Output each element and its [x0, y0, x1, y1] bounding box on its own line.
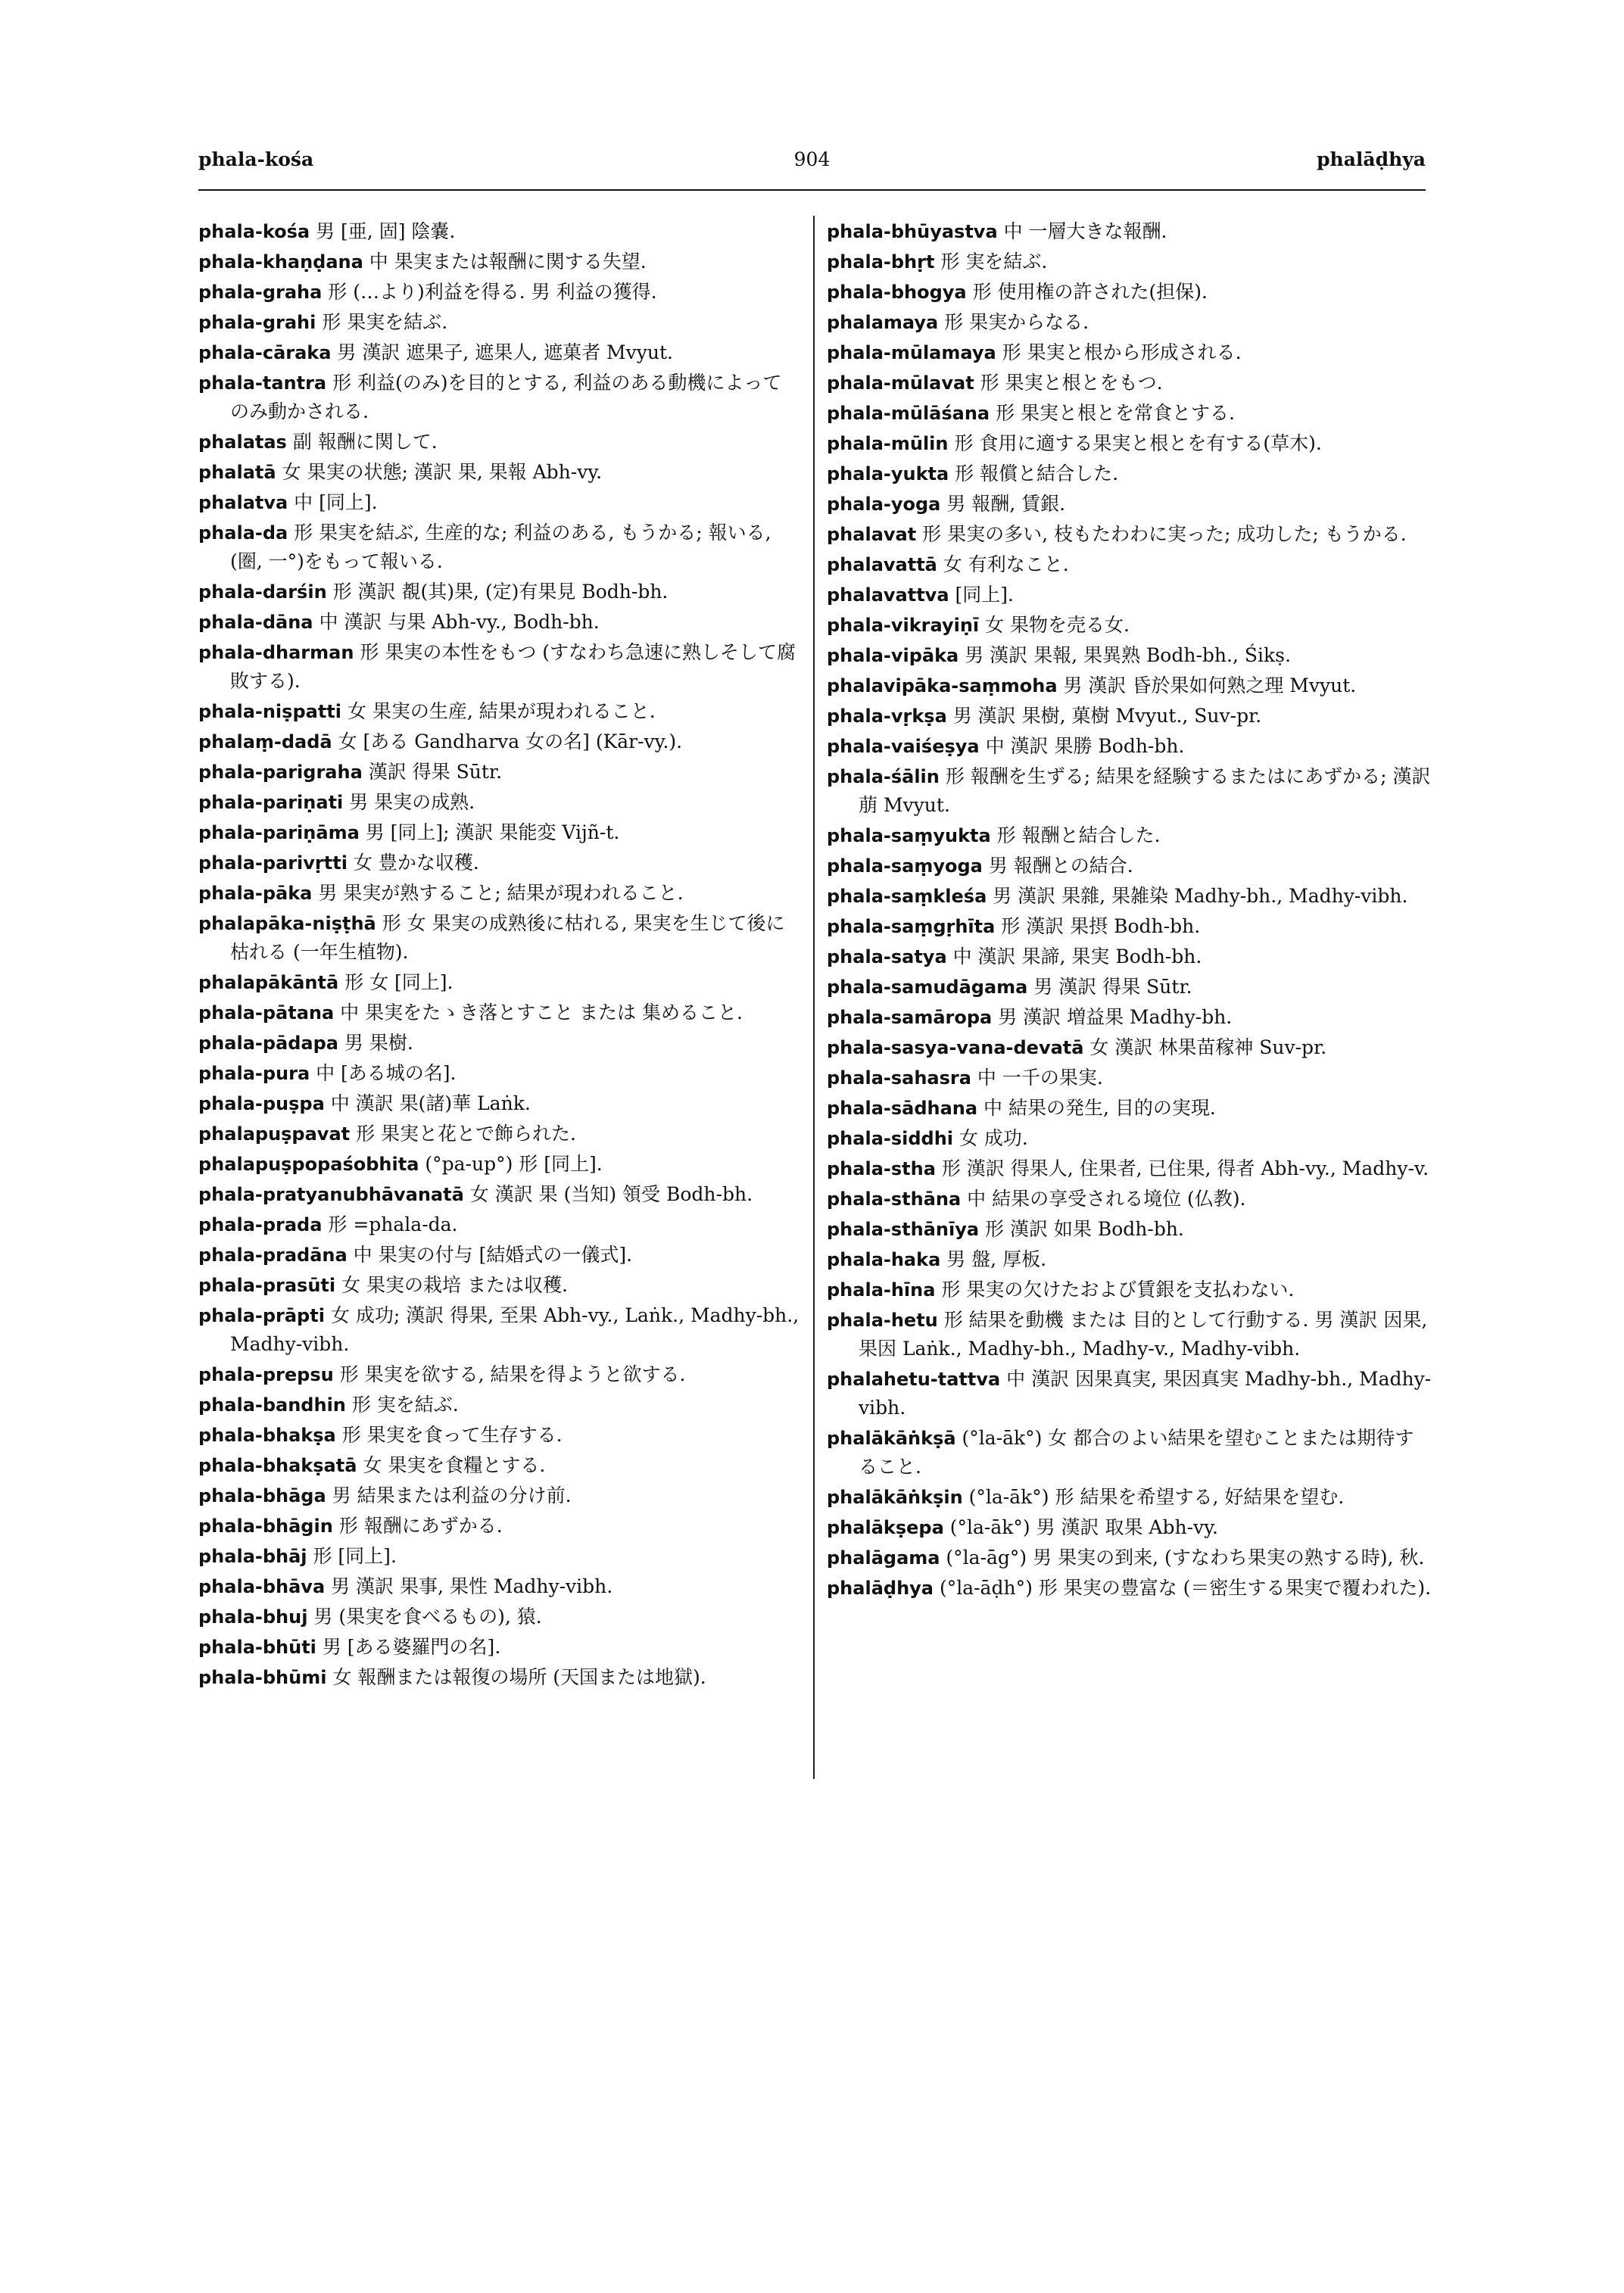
entry-definition: 女 有利なこと. [943, 553, 1069, 575]
entry-headword: phala-pāka [198, 883, 313, 904]
entry-headword: phala-satya [827, 946, 947, 967]
entry-headword: phala-bhuj [198, 1606, 308, 1628]
dictionary-entry [198, 578, 800, 606]
entry-definition: 中 漢訳 果勝 Bodh-bh. [985, 735, 1185, 757]
entry-headword: phala-pradāna [198, 1245, 348, 1266]
entry-headword: phala-kośa [198, 221, 310, 242]
dictionary-entry [827, 1276, 1432, 1304]
dictionary-entry [827, 1124, 1432, 1153]
dictionary-entry [827, 852, 1432, 880]
entry-headword: phala-sasya-vana-devatā [827, 1037, 1084, 1058]
dictionary-entry [827, 1003, 1432, 1032]
entry-definition: 男 (果実を食べるもの), 猿. [313, 1606, 542, 1628]
entry-headword: phala-pādapa [198, 1033, 338, 1054]
entry-definition: 女 [ある Gandharva 女の名] (Kār-vy.). [338, 731, 683, 752]
entry-headword: phala-bhūyastva [827, 221, 998, 242]
entry-definition: 中 漢訳 果諦, 果実 Bodh-bh. [952, 946, 1202, 967]
dictionary-entry [198, 428, 800, 456]
entry-headword: phalahetu-tattva [827, 1369, 1001, 1390]
dictionary-entry [827, 671, 1432, 700]
entry-definition: 形 果実と根から形成される. [1002, 341, 1242, 363]
dictionary-entry [827, 1574, 1432, 1603]
entry-definition: 形 漢訳 覩(其)果, (定)有果見 Bodh-bh. [332, 581, 669, 603]
entry-headword: phala-vṛkṣa [827, 706, 947, 727]
entry-definition: 男 果実の成熟. [349, 791, 475, 813]
entry-headword: phala-saṃgṛhīta [827, 916, 996, 937]
dictionary-entry [827, 732, 1432, 761]
entry-headword: phala-pariṇati [198, 792, 344, 813]
entry-headword: phala-sahasra [827, 1067, 971, 1089]
entry-definition: 形 報酬にあずかる. [338, 1515, 503, 1537]
right-column [827, 217, 1432, 1604]
entry-headword: phala-śālin [827, 766, 940, 787]
entry-definition: 形 (…より)利益を得る. 男 利益の獲得. [328, 281, 657, 303]
dictionary-entry [198, 818, 800, 847]
entry-headword: phala-parigraha [198, 762, 363, 783]
dictionary-entry [827, 460, 1432, 488]
page-number: 904 [793, 148, 831, 170]
header-rule [198, 189, 1426, 191]
dictionary-entry [198, 1451, 800, 1480]
entry-definition: 形 果実と根とを常食とする. [996, 402, 1235, 424]
entry-definition: 形 使用権の許された(担保). [972, 281, 1208, 303]
entry-headword: phala-bhakṣa [198, 1425, 336, 1446]
entry-definition: 男 結果または利益の分け前. [332, 1485, 572, 1506]
entry-headword: phala-pātana [198, 1002, 335, 1023]
dictionary-entry [827, 429, 1432, 458]
dictionary-entry [198, 1391, 800, 1419]
entry-definition: 形 漢訳 如果 Bodh-bh. [985, 1218, 1184, 1240]
dictionary-entry [198, 697, 800, 726]
entry-definition: 中 果実の付与 [結婚式の一儀式]. [353, 1244, 633, 1266]
dictionary-entry [827, 278, 1432, 307]
entry-headword: phala-prasūti [198, 1275, 336, 1296]
entry-headword: phala-darśin [198, 581, 327, 603]
dictionary-entry [198, 727, 800, 756]
entry-headword: phalavattva [827, 584, 949, 606]
entry-headword: phala-bhogya [827, 282, 967, 303]
entry-definition: 副 報酬に関して. [292, 431, 438, 453]
dictionary-entry [827, 1033, 1432, 1062]
entry-definition: 中 [ある城の名]. [316, 1062, 457, 1084]
dictionary-entry [827, 1365, 1432, 1422]
dictionary-entry [198, 879, 800, 908]
entry-headword: phala-sādhana [827, 1098, 978, 1119]
entry-definition: 形 =phala-da. [328, 1213, 458, 1235]
entry-headword: phala-tantra [198, 372, 327, 394]
entry-headword: phala-puṣpa [198, 1093, 325, 1114]
dictionary-entry [198, 758, 800, 787]
page-header [198, 148, 1426, 186]
entry-definition: 形 結果を動機 または 目的として行動する. 男 漢訳 因果, 果因 Laṅk., Madhy-bh., Madhy-v., Madhy-vibh. [859, 1309, 1428, 1360]
entry-headword: phala-graha [198, 282, 323, 303]
dictionary-entry [198, 1210, 800, 1239]
entry-definition: 女 果実の栽培 または収穫. [341, 1274, 568, 1296]
dictionary-entry [198, 1512, 800, 1541]
entry-definition: 男 漢訳 得果 Sūtr. [1033, 976, 1192, 998]
entry-definition: 女 豊かな収穫. [353, 852, 479, 874]
entry-headword: phala-sthānīya [827, 1219, 980, 1240]
entry-definition: 中 漢訳 因果真実, 果因真実 Madhy-bh., Madhy-vibh. [859, 1368, 1432, 1419]
entry-definition: (°la-āg°) 男 果実の到来, (すなわち果実の熟する時), 秋. [946, 1547, 1425, 1569]
entry-definition: 漢訳 得果 Sūtr. [368, 761, 503, 783]
entry-headword: phalavat [827, 524, 917, 545]
header-left-guide-word: phala-kośa [198, 148, 314, 170]
entry-definition: 中 一千の果実. [977, 1067, 1103, 1089]
entry-headword: phala-dāna [198, 612, 313, 633]
dictionary-entry [198, 1481, 800, 1510]
entry-headword: phalatā [198, 462, 276, 483]
entry-definition: 男 報酬, 賃銀. [946, 493, 1066, 515]
dictionary-entry [198, 1271, 800, 1300]
dictionary-entry [198, 1572, 800, 1601]
dictionary-entry [827, 882, 1432, 911]
dictionary-entry [198, 308, 800, 337]
entry-definition: 中 果実または報酬に関する失望. [369, 251, 647, 273]
entry-headword: phalapākāntā [198, 972, 339, 993]
entry-definition: 中 結果の享受される境位 (仏教). [967, 1188, 1246, 1210]
entry-headword: phalapuṣpopaśobhita [198, 1154, 419, 1175]
entry-definition: 女 果物を売る女. [985, 614, 1130, 636]
entry-definition: 形 女 [同上]. [344, 971, 454, 993]
dictionary-entry [198, 1241, 800, 1270]
entry-headword: phala-vaiśeṣya [827, 736, 980, 757]
entry-definition: 男 [同上]; 漢訳 果能変 Vijñ-t. [365, 821, 620, 843]
entry-definition: 男 漢訳 果雜, 果雑染 Madhy-bh., Madhy-vibh. [993, 885, 1408, 907]
dictionary-entry [198, 278, 800, 307]
entry-definition: 形 果実の欠けたおよび賃銀を支払わない. [941, 1279, 1295, 1301]
dictionary-entry [827, 1094, 1432, 1123]
entry-definition: 形 報酬を生ずる; 結果を経験するまたはにあずかる; 漢訳 萠 Mvyut. [859, 765, 1431, 816]
entry-definition: 男 漢訳 果事, 果性 Madhy-vibh. [331, 1575, 613, 1597]
entry-definition: 女 果実の状態; 漢訳 果, 果報 Abh-vy. [282, 461, 603, 483]
dictionary-entry [827, 1483, 1432, 1512]
dictionary-entry [198, 1542, 800, 1571]
entry-definition: 女 果実の生産, 結果が現われること. [347, 700, 656, 722]
entry-headword: phala-mūlavat [827, 372, 974, 394]
dictionary-entry [198, 1120, 800, 1148]
entry-definition: (°la-āk°) 形 結果を希望する, 好結果を望む. [968, 1486, 1345, 1508]
entry-definition: 形 果実の本性をもつ (すなわち急速に熟しそして腐敗する). [230, 641, 796, 692]
entry-headword: phala-prepsu [198, 1364, 334, 1385]
dictionary-entry [827, 248, 1432, 276]
dictionary-entry [827, 821, 1432, 850]
entry-definition: 男 漢訳 果報, 果異熟 Bodh-bh., Śikṣ. [965, 644, 1291, 666]
entry-definition: 形 果実を結ぶ, 生産的な; 利益のある, もうかる; 報いる, (圏, 一°)をもって報いる. [230, 522, 771, 572]
dictionary-entry [198, 909, 800, 967]
entry-headword: phala-parivṛtti [198, 852, 348, 874]
entry-headword: phalapuṣpavat [198, 1123, 351, 1145]
entry-definition: 形 利益(のみ)を目的とする, 利益のある動機によってのみ動かされる. [230, 372, 782, 422]
dictionary-entry [198, 1360, 800, 1389]
entry-headword: phala-cāraka [198, 342, 332, 363]
entry-definition: 女 漢訳 果 (当知) 領受 Bodh-bh. [469, 1183, 753, 1205]
entry-definition: 形 漢訳 得果人, 住果者, 已住果, 得者 Abh-vy., Madhy-v. [941, 1157, 1429, 1179]
entry-definition: 中 一層大きな報酬. [1003, 220, 1167, 242]
entry-headword: phala-saṃkleśa [827, 886, 987, 907]
dictionary-entry [198, 1150, 800, 1179]
entry-headword: phala-pratyanubhāvanatā [198, 1184, 464, 1205]
dictionary-entry [827, 1215, 1432, 1244]
entry-headword: phalapāka-niṣṭhā [198, 913, 376, 934]
entry-headword: phalavattā [827, 554, 937, 575]
entry-headword: phala-prada [198, 1214, 323, 1235]
dictionary-entry [198, 1089, 800, 1118]
entry-headword: phala-samudāgama [827, 977, 1028, 998]
entry-headword: phala-bhāgin [198, 1516, 333, 1537]
entry-headword: phala-vipāka [827, 645, 959, 666]
dictionary-entry [198, 608, 800, 637]
entry-definition: (°la-āḍh°) 形 果実の豊富な (＝密生する果実で覆われた). [939, 1577, 1432, 1599]
entry-definition: 女 報酬または報復の場所 (天国または地獄). [332, 1666, 706, 1688]
dictionary-entry [827, 399, 1432, 428]
entry-headword: phalavipāka-saṃmoha [827, 675, 1058, 696]
entry-definition: 中 結果の発生, 目的の実現. [983, 1097, 1216, 1119]
dictionary-entry [827, 1544, 1432, 1572]
entry-headword: phala-bhakṣatā [198, 1455, 357, 1476]
entry-definition: (°pa-up°) 形 [同上]. [425, 1153, 603, 1175]
entry-definition: 男 果樹. [344, 1032, 413, 1054]
entry-definition: 形 果実を食って生存する. [341, 1424, 563, 1446]
entry-headword: phala-dharman [198, 642, 354, 663]
dictionary-entry [198, 788, 800, 817]
dictionary-entry [827, 1513, 1432, 1542]
entry-definition: 形 実を結ぶ. [940, 251, 1048, 273]
entry-definition: (°la-āk°) 男 漢訳 取果 Abh-vy. [949, 1516, 1218, 1538]
entry-definition: 男 [亜, 固] 陰嚢. [316, 220, 456, 242]
entry-definition: 男 報酬との結合. [988, 855, 1133, 877]
entry-headword: phala-sthāna [827, 1189, 962, 1210]
entry-definition: 男 漢訳 昏於果如何熟之理 Mvyut. [1063, 675, 1357, 696]
entry-headword: phala-saṃyoga [827, 855, 983, 877]
dictionary-entry [198, 248, 800, 276]
dictionary-entry [827, 550, 1432, 579]
left-column [198, 217, 800, 1693]
header-right-guide-word: phalāḍhya [1317, 148, 1426, 170]
dictionary-entry [827, 308, 1432, 337]
entry-headword: phala-prāpti [198, 1305, 325, 1326]
entry-headword: phala-stha [827, 1158, 936, 1179]
column-divider [813, 216, 815, 1779]
dictionary-entry [827, 611, 1432, 640]
entry-headword: phala-saṃyukta [827, 825, 991, 846]
entry-headword: phala-siddhi [827, 1128, 954, 1149]
entry-headword: phala-bhāga [198, 1485, 326, 1506]
entry-headword: phalāgama [827, 1547, 940, 1569]
dictionary-entry [827, 369, 1432, 397]
dictionary-entry [198, 519, 800, 576]
dictionary-entry [198, 968, 800, 997]
entry-definition: 形 果実を欲する, 結果を得ようと欲する. [339, 1363, 686, 1385]
dictionary-entry [198, 1603, 800, 1631]
entry-definition: 中 漢訳 与果 Abh-vy., Bodh-bh. [319, 611, 600, 633]
entry-definition: 形 食用に適する果実と根とを有する(草木). [954, 432, 1322, 454]
dictionary-entry [827, 1154, 1432, 1183]
entry-definition: 形 果実と花とで飾られた. [356, 1123, 576, 1145]
entry-definition: 形 果実を結ぶ. [322, 311, 448, 333]
entry-definition: 中 果実をたゝき落とすこと または 集めること. [340, 1002, 743, 1023]
dictionary-entry [827, 581, 1432, 609]
entry-headword: phala-bhṛt [827, 251, 935, 273]
entry-definition: 形 漢訳 果摂 Bodh-bh. [1001, 915, 1201, 937]
entry-headword: phala-mūlāśana [827, 403, 990, 424]
entry-headword: phala-hetu [827, 1310, 938, 1331]
dictionary-entry [827, 1306, 1432, 1363]
entry-headword: phalatva [198, 492, 288, 513]
entry-headword: phala-pura [198, 1063, 310, 1084]
entry-headword: phala-yukta [827, 463, 949, 484]
dictionary-entry [827, 762, 1432, 820]
dictionary-entry [198, 488, 800, 517]
entry-headword: phala-bhūti [198, 1637, 316, 1658]
dictionary-entry [827, 490, 1432, 519]
dictionary-entry [827, 1245, 1432, 1274]
entry-headword: phalaṃ-dadā [198, 731, 332, 752]
dictionary-entry [198, 1180, 800, 1209]
dictionary-entry [198, 217, 800, 246]
dictionary-entry [198, 458, 800, 487]
entry-headword: phala-bhūmi [198, 1667, 327, 1688]
entry-definition: 形 実を結ぶ. [351, 1394, 459, 1416]
dictionary-entry [827, 702, 1432, 731]
dictionary-entry [827, 942, 1432, 971]
dictionary-entry [198, 338, 800, 367]
dictionary-entry [827, 338, 1432, 367]
entry-definition: 形 女 果実の成熟後に枯れる, 果実を生じて後に枯れる (一年生植物). [230, 912, 785, 963]
dictionary-entry [827, 641, 1432, 670]
entry-headword: phalākāṅkṣā [827, 1428, 956, 1449]
entry-definition: 形 果実の多い, 枝もたわわに実った; 成功した; もうかる. [922, 523, 1407, 545]
entry-headword: phala-mūlin [827, 433, 949, 454]
entry-definition: 男 [ある婆羅門の名]. [322, 1636, 501, 1658]
entry-definition: 女 成功; 漢訳 得果, 至果 Abh-vy., Laṅk., Madhy-bh., Madhy-vibh. [230, 1304, 800, 1355]
dictionary-entry [198, 1059, 800, 1088]
dictionary-entry [198, 1633, 800, 1662]
dictionary-entry [198, 1421, 800, 1450]
entry-headword: phalāḍhya [827, 1578, 934, 1599]
dictionary-entry [827, 1064, 1432, 1092]
entry-headword: phalākṣepa [827, 1517, 944, 1538]
entry-headword: phalākāṅkṣin [827, 1487, 963, 1508]
entry-definition: (°la-āk°) 女 都合のよい結果を望むことまたは期待すること. [859, 1427, 1414, 1478]
entry-headword: phala-samāropa [827, 1007, 993, 1028]
dictionary-entry [827, 1424, 1432, 1481]
dictionary-entry [827, 520, 1432, 549]
entry-headword: phala-grahi [198, 312, 316, 333]
entry-headword: phala-bhāj [198, 1546, 307, 1567]
entry-definition: 男 果実が熟すること; 結果が現われること. [318, 882, 684, 904]
entry-definition: 男 漢訳 遮果子, 遮果人, 遮菓者 Mvyut. [337, 341, 673, 363]
entry-definition: 形 報償と結合した. [955, 463, 1119, 484]
entry-headword: phala-khaṇḍana [198, 251, 363, 273]
entry-definition: 形 果実からなる. [944, 311, 1089, 333]
entry-definition: [同上]. [955, 584, 1014, 606]
entry-headword: phala-haka [827, 1249, 941, 1270]
dictionary-entry [827, 973, 1432, 1002]
entry-headword: phala-niṣpatti [198, 701, 341, 722]
entry-headword: phala-bhāva [198, 1576, 326, 1597]
entry-headword: phala-pariṇāma [198, 822, 360, 843]
entry-headword: phalamaya [827, 312, 939, 333]
entry-headword: phala-da [198, 522, 288, 544]
entry-definition: 中 漢訳 果(諸)華 Laṅk. [330, 1092, 531, 1114]
dictionary-entry [198, 1663, 800, 1692]
dictionary-entry [198, 1029, 800, 1058]
entry-headword: phalatas [198, 431, 287, 453]
entry-definition: 形 果実と根とをもつ. [980, 372, 1163, 394]
entry-definition: 形 報酬と結合した. [996, 824, 1161, 846]
entry-definition: 女 成功. [959, 1127, 1028, 1149]
entry-headword: phala-vikrayiṇī [827, 615, 980, 636]
entry-headword: phala-yoga [827, 494, 941, 515]
dictionary-entry [827, 217, 1432, 246]
entry-definition: 女 果実を食糧とする. [363, 1454, 546, 1476]
dictionary-entry [827, 912, 1432, 941]
entry-headword: phala-mūlamaya [827, 342, 996, 363]
dictionary-entry [198, 369, 800, 426]
dictionary-entry [198, 638, 800, 696]
dictionary-entry [827, 1185, 1432, 1213]
entry-definition: 形 [同上]. [313, 1545, 397, 1567]
dictionary-entry [198, 999, 800, 1027]
entry-headword: phala-hīna [827, 1279, 936, 1301]
entry-definition: 女 漢訳 林果苗稼神 Suv-pr. [1089, 1036, 1327, 1058]
dictionary-entry [198, 1301, 800, 1359]
entry-definition: 男 漢訳 増益果 Madhy-bh. [998, 1006, 1233, 1028]
entry-definition: 男 漢訳 果樹, 菓樹 Mvyut., Suv-pr. [952, 705, 1262, 727]
dictionary-entry [198, 849, 800, 877]
entry-definition: 中 [同上]. [294, 491, 378, 513]
entry-headword: phala-bandhin [198, 1394, 346, 1416]
entry-definition: 男 盤, 厚板. [946, 1248, 1047, 1270]
